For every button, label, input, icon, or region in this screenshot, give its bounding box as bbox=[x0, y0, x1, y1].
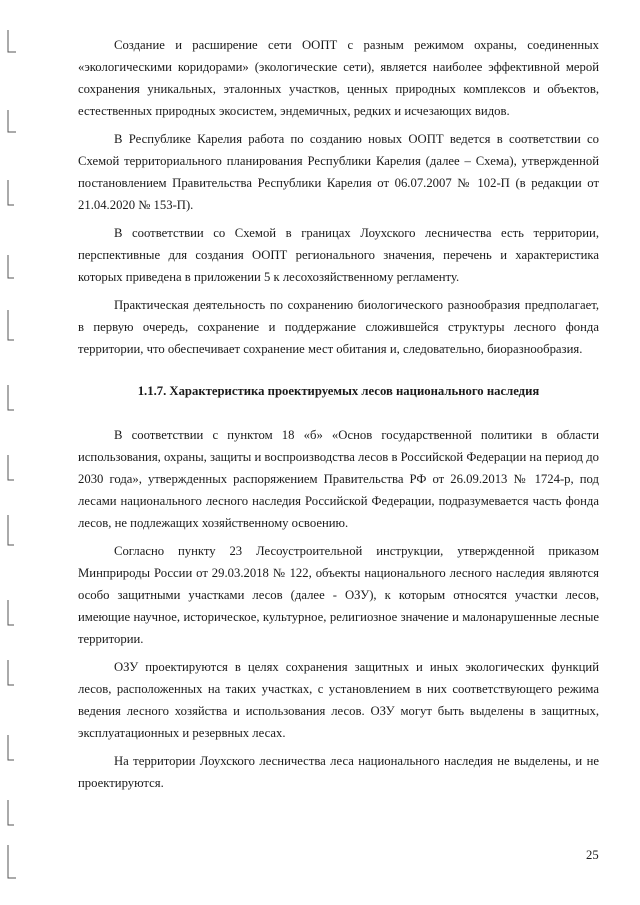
paragraph: В Республике Карелия работа по созданию новых ООПТ ведется в соответствии со Схемой территориального планирования Республики Карелия (далее – Схема), утвержденной постановлением Правительства Республики Карелия от 06.07.2007 № 102-П (в редакции от 21.04.2020 № 153-П). bbox=[78, 132, 599, 212]
paragraph: На территории Лоухского лесничества леса национального наследия не выделены, и не проектируются. bbox=[78, 754, 599, 790]
section-heading: 1.1.7. Характеристика проектируемых лесов национального наследия bbox=[137, 384, 540, 398]
binding-margin-marks bbox=[0, 0, 30, 905]
paragraph: Согласно пункту 23 Лесоустроительной инструкции, утвержденной приказом Минприроды России от 29.03.2018 № 122, объекты национального лесного наследия являются особо защитными участками лесов (далее - ОЗУ), к которым относятся участки лесов, имеющие научное, историческое, культурное, религиозное значение и малонарушенные лесные территории. bbox=[78, 544, 599, 646]
paragraph: В соответствии со Схемой в границах Лоухского лесничества есть территории, перспективные для создания ООПТ регионального значения, перечень и характеристика которых приведена в приложении 5 к лесохозяйственному регламенту. bbox=[78, 226, 599, 284]
document-body bbox=[78, 34, 599, 794]
page-number: 25 bbox=[586, 848, 599, 862]
paragraph: Практическая деятельность по сохранению биологического разнообразия предполагает, в первую очередь, сохранение и поддержание сложившейся структуры лесного фонда территории, что обеспечивает сохранение мест обитания и, следовательно, биоразнообразия. bbox=[78, 298, 599, 356]
paragraph: ОЗУ проектируются в целях сохранения защитных и иных экологических функций лесов, расположенных на таких участках, с установлением в них соответствующего режима ведения лесного хозяйства и использования лесов. ОЗУ могут быть выделены в защитных, эксплуатационных и резервных лесах. bbox=[78, 660, 599, 740]
paragraph: Создание и расширение сети ООПТ с разным режимом охраны, соединенных «экологическими коридорами» (экологические сети), является наиболее эффективной мерой сохранения уникальных, эталонных участков, ценных природных комплексов и объектов, естественных природных экосистем, эндемичных, редких и исчезающих видов. bbox=[78, 38, 599, 118]
paragraph: В соответствии с пунктом 18 «б» «Основ государственной политики в области использования, охраны, защиты и воспроизводства лесов в Российской Федерации на период до 2030 года», утвержденных распоряжением Правительства РФ от 26.09.2013 № 1724-р, под лесами национального лесного наследия Российской Федерации, подразумевается часть фонда лесов, не подлежащих хозяйственному освоению. bbox=[78, 428, 599, 530]
